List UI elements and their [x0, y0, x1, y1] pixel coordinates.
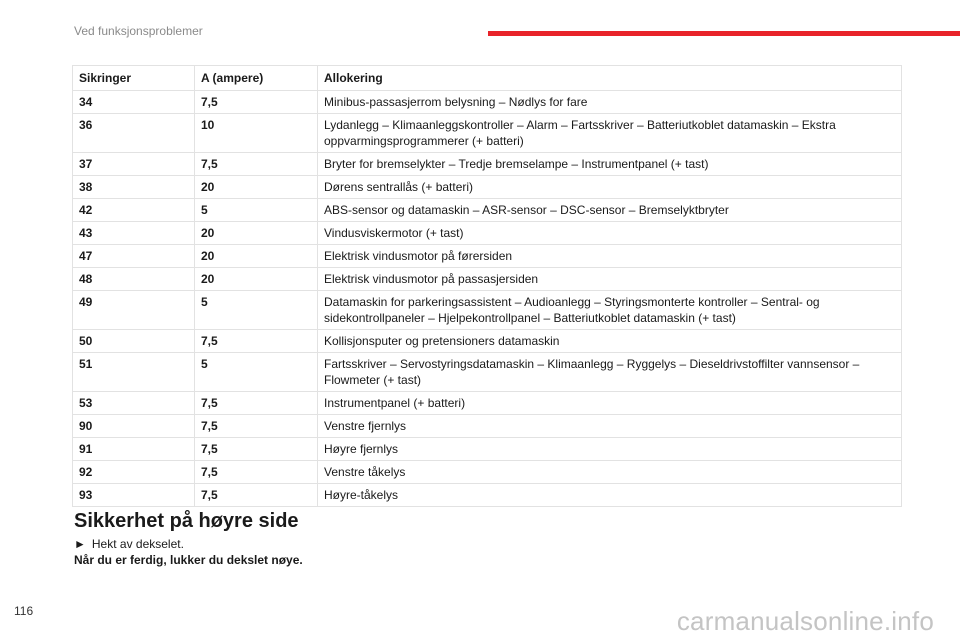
- cell-allocation: Høyre fjernlys: [318, 438, 902, 461]
- cell-fuse: 47: [73, 245, 195, 268]
- cell-fuse: 43: [73, 222, 195, 245]
- column-header-allocation: Allokering: [318, 66, 902, 91]
- accent-bar: [488, 31, 960, 36]
- section-title: Ved funksjonsproblemer: [74, 24, 203, 38]
- cell-fuse: 36: [73, 114, 195, 153]
- table-row: [73, 199, 902, 222]
- cell-fuse: 92: [73, 461, 195, 484]
- table-header-row: [73, 66, 902, 91]
- instruction-step-text: Hekt av dekselet.: [91, 537, 184, 551]
- table-row: [73, 461, 902, 484]
- cell-ampere: 5: [195, 353, 318, 392]
- cell-ampere: 7,5: [195, 392, 318, 415]
- table-row: [73, 91, 902, 114]
- table-row: [73, 438, 902, 461]
- cell-allocation: Kollisjonsputer og pretensioners datamaskin: [318, 330, 902, 353]
- cell-fuse: 34: [73, 91, 195, 114]
- table-row: [73, 114, 902, 153]
- cell-allocation: Høyre-tåkelys: [318, 484, 902, 507]
- cell-ampere: 20: [195, 222, 318, 245]
- cell-ampere: 7,5: [195, 438, 318, 461]
- cell-allocation: Datamaskin for parkeringsassistent – Audioanlegg – Styringsmonterte kontroller – Sentral- og sidekontrollpaneler – Hjelpekontrollpanel – Batteriutkoblet datamaskin (+ tast): [318, 291, 902, 330]
- cell-ampere: 7,5: [195, 91, 318, 114]
- cell-allocation: ABS-sensor og datamaskin – ASR-sensor – DSC-sensor – Bremselyktbryter: [318, 199, 902, 222]
- cell-allocation: Minibus-passasjerrom belysning – Nødlys for fare: [318, 91, 902, 114]
- table-row: [73, 153, 902, 176]
- cell-ampere: 10: [195, 114, 318, 153]
- cell-allocation: Instrumentpanel (+ batteri): [318, 392, 902, 415]
- table-row: [73, 222, 902, 245]
- cell-fuse: 38: [73, 176, 195, 199]
- cell-ampere: 7,5: [195, 484, 318, 507]
- page-number: 116: [14, 604, 34, 618]
- cell-fuse: 51: [73, 353, 195, 392]
- cell-fuse: 93: [73, 484, 195, 507]
- instruction-note: Når du er ferdig, lukker du dekslet nøye.: [74, 553, 303, 567]
- table-row: [73, 484, 902, 507]
- cell-ampere: 20: [195, 176, 318, 199]
- fuse-table: [72, 65, 902, 507]
- cell-fuse: 91: [73, 438, 195, 461]
- table-row: [73, 415, 902, 438]
- cell-ampere: 7,5: [195, 330, 318, 353]
- cell-ampere: 7,5: [195, 461, 318, 484]
- column-header-ampere: A (ampere): [195, 66, 318, 91]
- cell-ampere: 7,5: [195, 415, 318, 438]
- table-row: [73, 392, 902, 415]
- column-header-fuse: Sikringer: [73, 66, 195, 91]
- cell-ampere: 20: [195, 268, 318, 291]
- cell-allocation: Elektrisk vindusmotor på passasjersiden: [318, 268, 902, 291]
- cell-allocation: Venstre tåkelys: [318, 461, 902, 484]
- cell-fuse: 50: [73, 330, 195, 353]
- fuse-table-body: [73, 91, 902, 507]
- cell-allocation: Venstre fjernlys: [318, 415, 902, 438]
- cell-ampere: 7,5: [195, 153, 318, 176]
- cell-allocation: Bryter for bremselykter – Tredje bremselampe – Instrumentpanel (+ tast): [318, 153, 902, 176]
- table-row: [73, 291, 902, 330]
- cell-fuse: 49: [73, 291, 195, 330]
- instruction-step: [74, 537, 184, 551]
- cell-fuse: 90: [73, 415, 195, 438]
- table-row: [73, 176, 902, 199]
- cell-fuse: 42: [73, 199, 195, 222]
- table-row: [73, 268, 902, 291]
- cell-fuse: 48: [73, 268, 195, 291]
- watermark: carmanualsonline.info: [676, 606, 934, 636]
- section-heading: Sikkerhet på høyre side: [74, 510, 299, 532]
- cell-fuse: 53: [73, 392, 195, 415]
- cell-ampere: 5: [195, 291, 318, 330]
- table-row: [73, 353, 902, 392]
- table-row: [73, 245, 902, 268]
- table-row: [73, 330, 902, 353]
- cell-allocation: Elektrisk vindusmotor på førersiden: [318, 245, 902, 268]
- cell-allocation: Lydanlegg – Klimaanleggskontroller – Alarm – Fartsskriver – Batteriutkoblet datamaskin – Ekstra oppvarmingsprogrammerer (+ batteri): [318, 114, 902, 153]
- cell-allocation: Dørens sentrallås (+ batteri): [318, 176, 902, 199]
- cell-ampere: 5: [195, 199, 318, 222]
- cell-fuse: 37: [73, 153, 195, 176]
- cell-allocation: Vindusviskermotor (+ tast): [318, 222, 902, 245]
- cell-allocation: Fartsskriver – Servostyringsdatamaskin – Klimaanlegg – Ryggelys – Dieseldrivstoffilter vannsensor – Flowmeter (+ tast): [318, 353, 902, 392]
- arrow-icon: ►: [74, 537, 86, 551]
- cell-ampere: 20: [195, 245, 318, 268]
